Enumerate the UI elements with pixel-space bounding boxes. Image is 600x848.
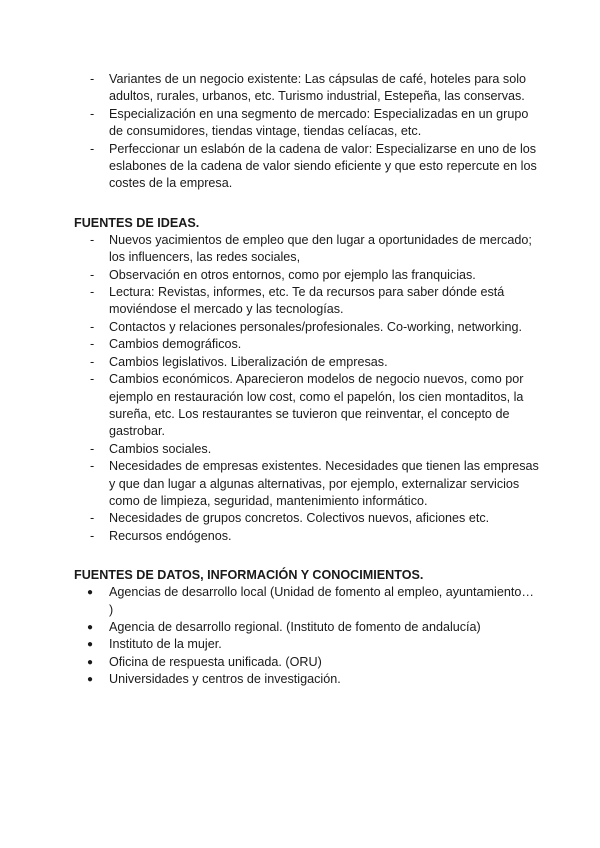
section3-list <box>74 584 540 688</box>
list-item: ● Instituto de la mujer. <box>74 636 540 653</box>
dash-marker: - <box>90 459 95 474</box>
list-item: - Observación en otros entornos, como por ejemplo las franquicias. <box>74 267 540 284</box>
bullet-icon: ● <box>87 674 94 686</box>
dash-marker: - <box>90 285 95 300</box>
bullet-icon: ● <box>87 587 94 599</box>
list-item: - Cambios legislativos. Liberalización de empresas. <box>74 354 540 371</box>
list-item: - Especialización en una segmento de mercado: Especializadas en un grupo de consumidores, tiendas vintage, tiendas celíacas, etc. <box>90 106 529 139</box>
list-item: - Cambios económicos. Aparecieron modelos de negocio nuevos, como por ejemplo en restauración low cost, como el papelón, los cien montaditos, la sureña, etc. Los restaurantes se tuvieron que reinventar, el concepto de gastrobar. <box>90 372 524 439</box>
list-item: - Perfeccionar un eslabón de la cadena de valor: Especializarse en uno de los eslabones de la cadena de valor siendo eficiente y que esto repercute en los costes de la empresa. <box>90 141 537 191</box>
list-item: - Contactos y relaciones personales/profesionales. Co-working, networking. <box>74 319 540 336</box>
dash-marker: - <box>90 441 95 456</box>
list-item: - Variantes de un negocio existente: Las cápsulas de café, hoteles para solo adultos, rurales, urbanos, etc. Turismo industrial, Estepeña, las conservas. <box>90 72 527 104</box>
list-item: - Nuevos yacimientos de empleo que den lugar a oportunidades de mercado; los influencers, las redes sociales, <box>90 232 532 265</box>
list-item: - Necesidades de empresas existentes. Necesidades que tienen las empresas y que dan lugar a algunas alternativas, por ejemplo, externalizar servicios como de limpieza, seguridad, mantenimiento informático. <box>90 459 539 508</box>
bullet-icon: ● <box>87 656 94 668</box>
list-item: ● Agencias de desarrollo local (Unidad de fomento al empleo, ayuntamiento… ) <box>87 585 534 617</box>
dash-marker: - <box>90 232 95 247</box>
list-item: ● Agencia de desarrollo regional. (Instituto de fomento de andalucía) <box>74 619 540 636</box>
bullet-icon: ● <box>87 639 94 651</box>
dash-marker: - <box>90 354 95 369</box>
dash-marker: - <box>90 337 95 352</box>
list-item: - Cambios sociales. <box>74 441 540 458</box>
section3-heading: FUENTES DE DATOS, INFORMACIÓN Y CONOCIMIENTOS. <box>74 568 424 583</box>
dash-marker: - <box>90 511 95 526</box>
dash-marker: - <box>90 372 95 387</box>
dash-marker: - <box>90 267 95 282</box>
section1-list <box>74 71 540 193</box>
dash-marker: - <box>90 319 95 334</box>
section2-heading: FUENTES DE IDEAS. <box>74 215 200 230</box>
list-item: - Lectura: Revistas, informes, etc. Te da recursos para saber dónde está moviéndose el mercado y las tecnologías. <box>90 285 505 317</box>
dash-marker: - <box>90 141 95 156</box>
dash-marker: - <box>90 72 95 86</box>
list-item: - Cambios demográficos. <box>74 336 540 353</box>
dash-marker: - <box>90 528 95 543</box>
list-item: - Recursos endógenos. <box>74 528 540 545</box>
bullet-icon: ● <box>87 621 94 633</box>
list-item: ● Oficina de respuesta unificada. (ORU) <box>74 654 540 671</box>
list-item: - Necesidades de grupos concretos. Colectivos nuevos, aficiones etc. <box>74 510 540 527</box>
section2-list <box>74 232 540 545</box>
dash-marker: - <box>90 106 95 121</box>
list-item: ● Universidades y centros de investigación. <box>74 671 540 688</box>
